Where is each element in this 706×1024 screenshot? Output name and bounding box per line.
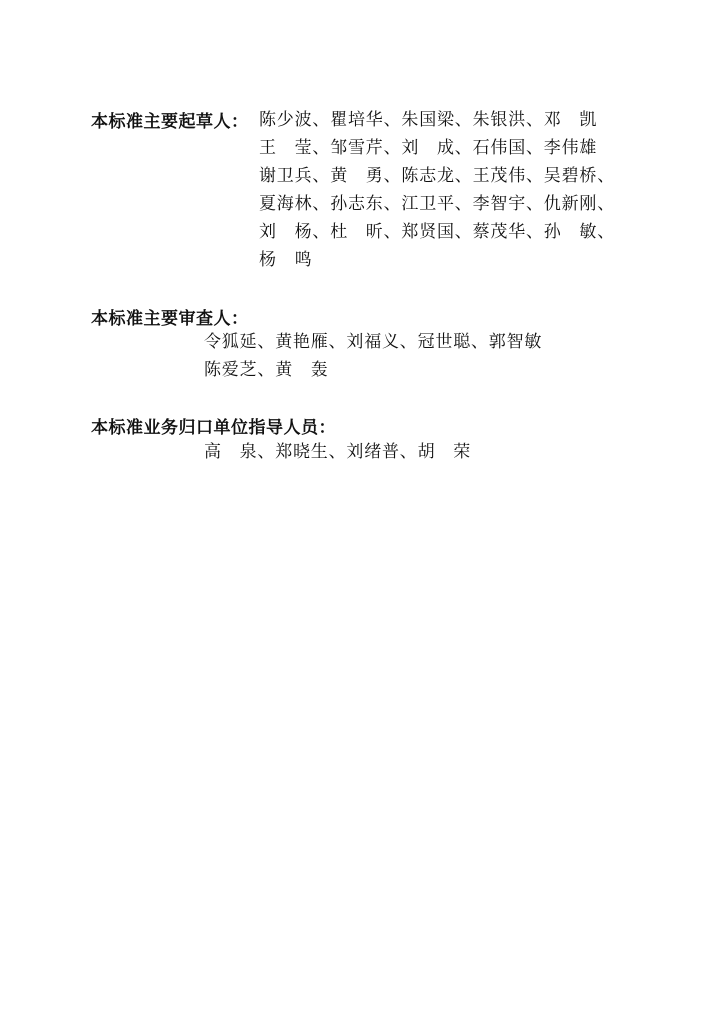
drafters-line: 刘 杨、杜 昕、郑贤国、蔡茂华、孙 敏、 xyxy=(259,222,615,242)
drafters-label: 本标准主要起草人： xyxy=(91,112,249,132)
drafters-line: 夏海林、孙志东、江卫平、李智宇、仇新刚、 xyxy=(259,194,615,214)
reviewers-line: 令狐延、黄艳雁、刘福义、冠世聪、郭智敏 xyxy=(204,332,543,352)
drafters-line: 陈少波、瞿培华、朱国梁、朱银洪、邓 凯 xyxy=(259,110,598,130)
guides-label: 本标准业务归口单位指导人员： xyxy=(91,418,336,438)
guides-names xyxy=(204,438,471,466)
drafters-line: 王 莹、邹雪芹、刘 成、石伟国、李伟雄 xyxy=(259,138,598,158)
reviewers-names xyxy=(204,328,542,384)
drafters-line: 谢卫兵、黄 勇、陈志龙、王茂伟、吴碧桥、 xyxy=(259,166,615,186)
reviewers-line: 陈爱芝、黄 轰 xyxy=(204,360,329,380)
drafters-line: 杨 鸣 xyxy=(259,250,313,270)
guides-line: 高 泉、郑晓生、刘绪普、胡 荣 xyxy=(204,442,471,462)
reviewers-label: 本标准主要审查人： xyxy=(91,309,249,329)
drafters-names xyxy=(259,106,615,274)
